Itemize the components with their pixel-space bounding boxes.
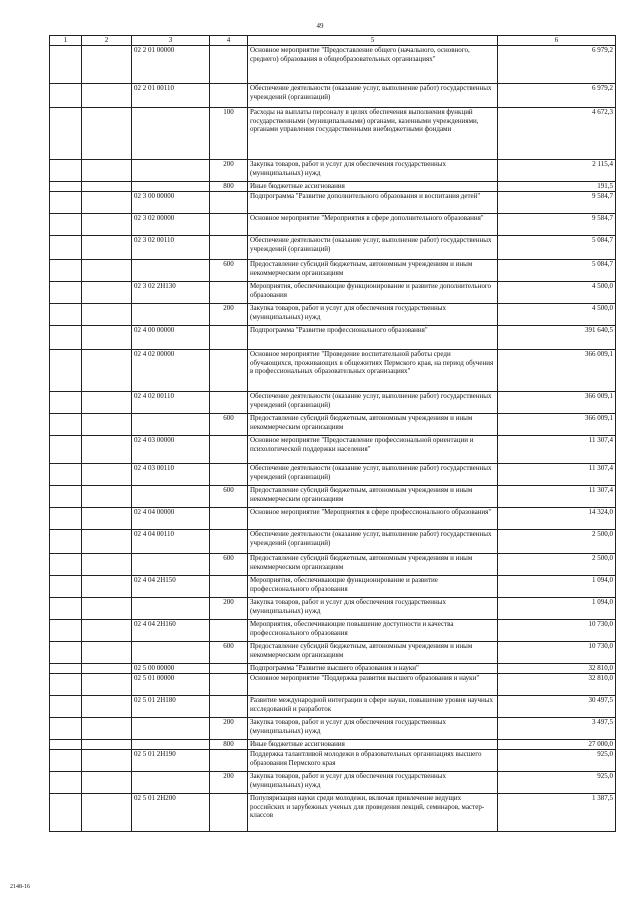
row-target-code: 02 4 04 00110 [132,529,210,553]
row-target-code: 02 5 01 2Н180 [132,695,210,717]
row-target-code [132,739,210,749]
row-name: Популяризация науки среди молодежи, включая привлечение ведущих российских и зарубежных ученых для проведения лекций, семинаров, мастер-классов [248,793,498,831]
row-target-code: 02 2 01 00000 [132,45,210,83]
table-row [50,597,616,619]
row-sum: 9 584,7 [498,213,616,235]
row-empty-col-1 [50,663,82,673]
row-empty-col-2 [82,391,132,413]
row-sum: 6 979,2 [498,83,616,107]
row-empty-col-1 [50,391,82,413]
row-empty-col-2 [82,553,132,575]
row-expense-type [210,435,248,463]
row-empty-col-1 [50,673,82,695]
row-expense-type [210,673,248,695]
row-name: Основное мероприятие "Мероприятия в сфере дополнительного образования" [248,213,498,235]
row-empty-col-2 [82,325,132,349]
row-sum: 925,0 [498,749,616,771]
row-name: Развитие международной интеграции в сфере науки, повышение уровня научных исследований и разработок [248,695,498,717]
row-expense-type: 200 [210,597,248,619]
row-name: Закупка товаров, работ и услуг для обеспечения государственных (муниципальных) нужд [248,303,498,325]
row-target-code: 02 4 04 2Н160 [132,619,210,641]
row-name: Иные бюджетные ассигнования [248,181,498,191]
row-sum: 11 307,4 [498,485,616,507]
row-expense-type [210,529,248,553]
row-expense-type [210,349,248,391]
table-row [50,619,616,641]
row-empty-col-2 [82,303,132,325]
table-row [50,213,616,235]
row-name: Основное мероприятие "Поддержка развития высшего образования и науки" [248,673,498,695]
row-name: Обеспечение деятельности (оказание услуг, выполнение работ) государственных учреждений (организаций) [248,235,498,259]
table-row [50,325,616,349]
row-sum: 366 009,1 [498,413,616,435]
row-name: Мероприятия, обеспечивающие функционирование и развитие профессионального образования [248,575,498,597]
row-sum: 925,0 [498,771,616,793]
row-name: Расходы на выплаты персоналу в целях обеспечения выполнения функций государственными (муниципальными) органами, казенными учреждениями, органами управления государственными внебюджетными фондами [248,107,498,159]
row-sum: 27 000,0 [498,739,616,749]
row-target-code [132,413,210,435]
row-sum: 4 500,0 [498,281,616,303]
row-empty-col-1 [50,553,82,575]
row-empty-col-2 [82,463,132,485]
row-sum: 5 084,7 [498,259,616,281]
row-expense-type [210,235,248,259]
row-empty-col-2 [82,485,132,507]
row-empty-col-2 [82,107,132,159]
row-name: Закупка товаров, работ и услуг для обеспечения государственных (муниципальных) нужд [248,717,498,739]
header-col-5: 5 [248,36,498,46]
row-expense-type [210,663,248,673]
row-expense-type [210,83,248,107]
row-expense-type [210,507,248,529]
row-name: Обеспечение деятельности (оказание услуг, выполнение работ) государственных учреждений (организаций) [248,529,498,553]
row-name: Предоставление субсидий бюджетным, автономным учреждениям и иным некоммерческим организациям [248,413,498,435]
table-row [50,673,616,695]
row-empty-col-2 [82,793,132,831]
table-row [50,485,616,507]
row-expense-type: 800 [210,739,248,749]
row-empty-col-1 [50,435,82,463]
row-empty-col-2 [82,673,132,695]
row-empty-col-1 [50,507,82,529]
table-row [50,45,616,83]
row-sum: 32 810,0 [498,663,616,673]
row-name: Мероприятия, обеспечивающие повышение доступности и качества профессионального образования [248,619,498,641]
row-empty-col-1 [50,739,82,749]
row-empty-col-2 [82,663,132,673]
row-expense-type [210,695,248,717]
row-target-code: 02 3 00 00000 [132,191,210,213]
row-empty-col-2 [82,771,132,793]
row-target-code [132,641,210,663]
row-empty-col-2 [82,181,132,191]
row-empty-col-2 [82,259,132,281]
table-row [50,191,616,213]
row-expense-type [210,191,248,213]
table-row [50,553,616,575]
row-expense-type: 200 [210,303,248,325]
row-name: Подпрограмма "Развитие профессионального образования" [248,325,498,349]
table-row [50,235,616,259]
row-expense-type: 800 [210,181,248,191]
row-empty-col-1 [50,191,82,213]
row-name: Основное мероприятие "Предоставление профессиональной ориентации и психологической поддержки населения" [248,435,498,463]
row-empty-col-2 [82,413,132,435]
row-sum: 191,5 [498,181,616,191]
row-name: Основное мероприятие "Предоставление общего (начального, основного, среднего) образования в общеобразовательных организациях" [248,45,498,83]
row-empty-col-1 [50,529,82,553]
row-expense-type: 200 [210,159,248,181]
table-row [50,739,616,749]
row-empty-col-2 [82,717,132,739]
row-empty-col-2 [82,597,132,619]
row-empty-col-1 [50,281,82,303]
row-target-code: 02 3 02 00110 [132,235,210,259]
row-name: Закупка товаров, работ и услуг для обеспечения государственных (муниципальных) нужд [248,159,498,181]
row-empty-col-1 [50,83,82,107]
header-col-1: 1 [50,36,82,46]
row-target-code: 02 4 02 00110 [132,391,210,413]
row-empty-col-2 [82,45,132,83]
row-target-code [132,181,210,191]
row-target-code [132,771,210,793]
row-target-code: 02 3 02 00000 [132,213,210,235]
row-expense-type [210,749,248,771]
row-empty-col-1 [50,259,82,281]
row-sum: 2 115,4 [498,159,616,181]
row-expense-type: 600 [210,413,248,435]
row-name: Обеспечение деятельности (оказание услуг, выполнение работ) государственных учреждений (организаций) [248,391,498,413]
row-target-code: 02 5 01 00000 [132,673,210,695]
row-name: Иные бюджетные ассигнования [248,739,498,749]
row-expense-type [210,793,248,831]
row-empty-col-1 [50,325,82,349]
row-target-code [132,303,210,325]
row-name: Обеспечение деятельности (оказание услуг, выполнение работ) государственных учреждений (организаций) [248,83,498,107]
row-empty-col-2 [82,235,132,259]
row-empty-col-1 [50,463,82,485]
row-empty-col-2 [82,641,132,663]
row-name: Подпрограмма "Развитие высшего образования и науки" [248,663,498,673]
row-expense-type: 600 [210,485,248,507]
row-sum: 5 084,7 [498,235,616,259]
row-name: Закупка товаров, работ и услуг для обеспечения государственных (муниципальных) нужд [248,597,498,619]
header-col-6: 6 [498,36,616,46]
table-row [50,641,616,663]
row-expense-type: 200 [210,771,248,793]
row-target-code: 02 4 03 00000 [132,435,210,463]
table-row [50,749,616,771]
row-name: Предоставление субсидий бюджетным, автономным учреждениям и иным некоммерческим организациям [248,485,498,507]
row-name: Подпрограмма "Развитие дополнительного образования и воспитания детей" [248,191,498,213]
row-empty-col-1 [50,695,82,717]
row-empty-col-2 [82,575,132,597]
row-sum: 2 500,0 [498,529,616,553]
row-name: Предоставление субсидий бюджетным, автономным учреждениям и иным некоммерческим организациям [248,259,498,281]
row-empty-col-2 [82,619,132,641]
row-sum: 1 094,0 [498,597,616,619]
row-empty-col-1 [50,303,82,325]
row-expense-type [210,463,248,485]
row-empty-col-1 [50,213,82,235]
table-row [50,771,616,793]
table-row [50,391,616,413]
row-expense-type [210,619,248,641]
row-name: Основное мероприятие "Проведение воспитательной работы среди обучающихся, проживающих в общежитиях Пермского края, на период обучения в профессиональных образовательных организациях" [248,349,498,391]
row-target-code: 02 2 01 00110 [132,83,210,107]
row-empty-col-1 [50,717,82,739]
row-target-code [132,553,210,575]
row-empty-col-2 [82,349,132,391]
row-expense-type [210,45,248,83]
row-target-code: 02 4 04 00000 [132,507,210,529]
table-row [50,159,616,181]
table-row [50,259,616,281]
row-expense-type: 600 [210,641,248,663]
table-row [50,529,616,553]
row-target-code: 02 5 00 00000 [132,663,210,673]
row-empty-col-1 [50,619,82,641]
table-row [50,349,616,391]
row-target-code: 02 4 04 2Н150 [132,575,210,597]
table-row [50,507,616,529]
row-sum: 2 500,0 [498,553,616,575]
row-expense-type: 100 [210,107,248,159]
row-target-code: 02 5 01 2Н190 [132,749,210,771]
row-empty-col-2 [82,281,132,303]
row-name: Предоставление субсидий бюджетным, автономным учреждениям и иным некоммерческим организациям [248,553,498,575]
row-empty-col-2 [82,435,132,463]
row-empty-col-2 [82,739,132,749]
row-sum: 11 307,4 [498,463,616,485]
row-sum: 10 730,0 [498,619,616,641]
document-code: 2148-16 [10,884,30,890]
row-empty-col-1 [50,485,82,507]
row-target-code: 02 3 02 2Н130 [132,281,210,303]
row-sum: 30 497,5 [498,695,616,717]
row-target-code [132,259,210,281]
table-row [50,695,616,717]
row-empty-col-1 [50,159,82,181]
row-sum: 366 009,1 [498,391,616,413]
row-empty-col-2 [82,749,132,771]
table-row [50,281,616,303]
row-empty-col-2 [82,695,132,717]
table-row [50,303,616,325]
row-sum: 9 584,7 [498,191,616,213]
table-row [50,181,616,191]
row-empty-col-2 [82,213,132,235]
row-target-code [132,107,210,159]
row-empty-col-1 [50,793,82,831]
row-name: Закупка товаров, работ и услуг для обеспечения государственных (муниципальных) нужд [248,771,498,793]
row-expense-type [210,325,248,349]
table-row [50,435,616,463]
row-sum: 4 500,0 [498,303,616,325]
table-body [50,45,616,831]
row-name: Основное мероприятие "Мероприятия в сфере профессионального образования" [248,507,498,529]
row-target-code: 02 4 02 00000 [132,349,210,391]
row-sum: 10 730,0 [498,641,616,663]
row-expense-type: 600 [210,553,248,575]
row-target-code: 02 4 03 00110 [132,463,210,485]
row-expense-type [210,213,248,235]
row-empty-col-2 [82,83,132,107]
row-sum: 11 307,4 [498,435,616,463]
row-name: Поддержка талантливой молодежи в образовательных организациях высшего образования Пермского края [248,749,498,771]
header-col-4: 4 [210,36,248,46]
page-number: 49 [316,22,324,30]
table-row [50,793,616,831]
row-sum: 366 009,1 [498,349,616,391]
row-target-code: 02 4 00 00000 [132,325,210,349]
row-target-code [132,485,210,507]
row-target-code: 02 5 01 2Н200 [132,793,210,831]
row-empty-col-1 [50,181,82,191]
row-empty-col-1 [50,235,82,259]
row-name: Обеспечение деятельности (оказание услуг, выполнение работ) государственных учреждений (организаций) [248,463,498,485]
row-empty-col-2 [82,191,132,213]
row-sum: 14 324,0 [498,507,616,529]
row-empty-col-2 [82,159,132,181]
row-target-code [132,717,210,739]
row-sum: 3 497,5 [498,717,616,739]
row-sum: 6 979,2 [498,45,616,83]
row-empty-col-1 [50,413,82,435]
row-name: Предоставление субсидий бюджетным, автономным учреждениям и иным некоммерческим организациям [248,641,498,663]
row-empty-col-2 [82,529,132,553]
row-empty-col-2 [82,507,132,529]
row-sum: 391 640,5 [498,325,616,349]
row-target-code [132,597,210,619]
row-empty-col-1 [50,641,82,663]
row-expense-type: 200 [210,717,248,739]
row-sum: 1 094,0 [498,575,616,597]
row-sum: 1 387,5 [498,793,616,831]
table-row [50,575,616,597]
row-empty-col-1 [50,749,82,771]
row-name: Мероприятия, обеспечивающие функционирование и развитие дополнительного образования [248,281,498,303]
table-row [50,717,616,739]
row-expense-type [210,575,248,597]
row-empty-col-1 [50,771,82,793]
row-expense-type [210,281,248,303]
table-row [50,663,616,673]
row-empty-col-1 [50,349,82,391]
header-col-3: 3 [132,36,210,46]
row-sum: 4 672,3 [498,107,616,159]
row-empty-col-1 [50,597,82,619]
row-empty-col-1 [50,575,82,597]
header-col-2: 2 [82,36,132,46]
row-empty-col-1 [50,45,82,83]
table-header-row [50,36,616,46]
row-expense-type [210,391,248,413]
table-row [50,463,616,485]
budget-table [49,35,616,832]
table-row [50,83,616,107]
row-empty-col-1 [50,107,82,159]
row-sum: 32 810,0 [498,673,616,695]
table-row [50,413,616,435]
table-row [50,107,616,159]
row-target-code [132,159,210,181]
row-expense-type: 600 [210,259,248,281]
